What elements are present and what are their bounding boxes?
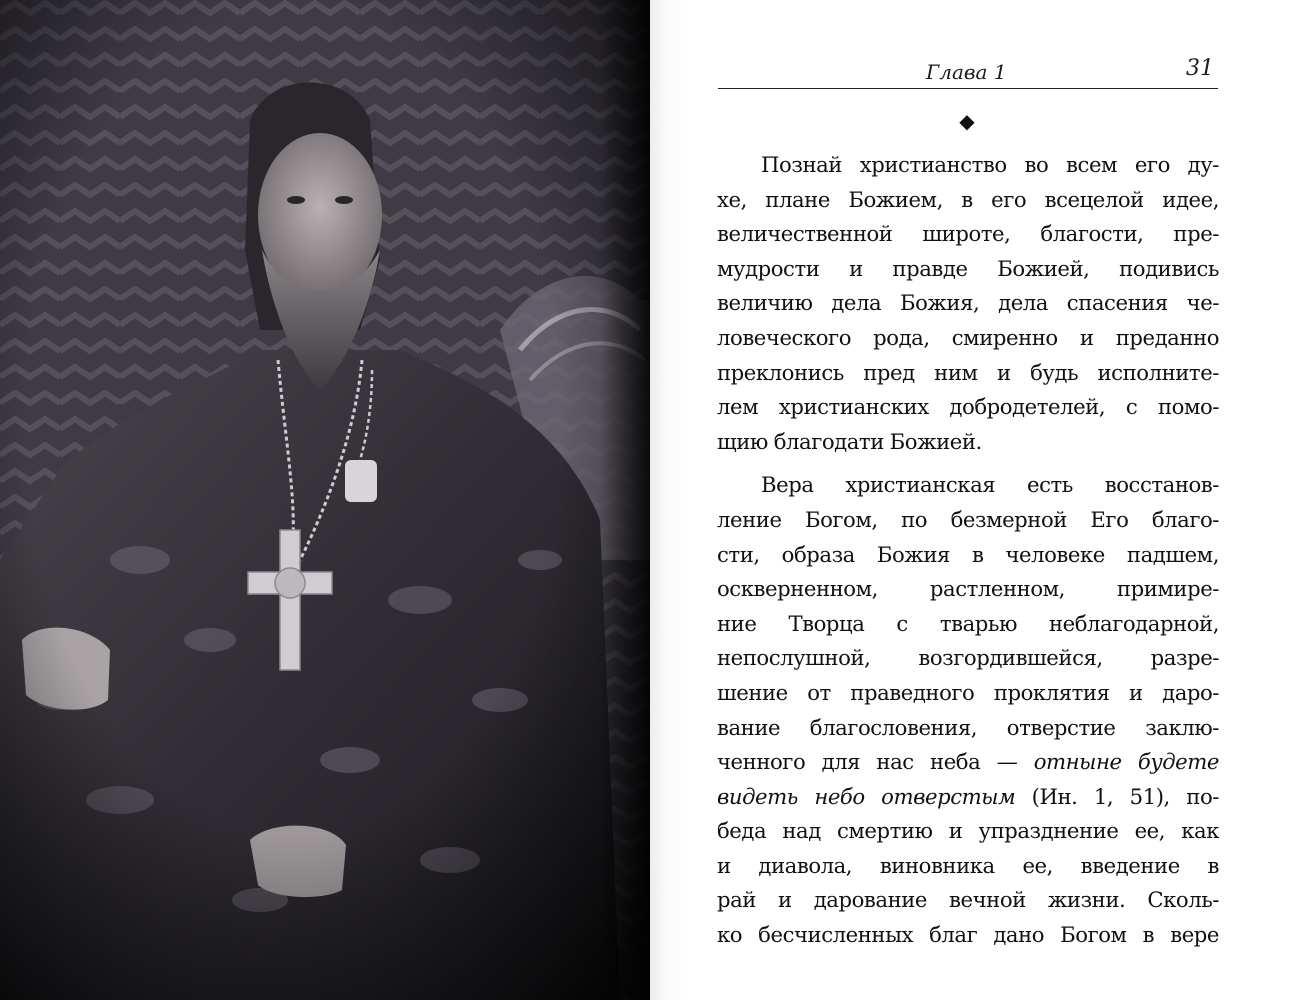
text-line: оскверненном, растленном, примире- <box>717 576 1219 602</box>
chapter-label: Глава 1 <box>926 60 1007 84</box>
text-line: щию благодати Божией. <box>717 428 982 454</box>
right-page <box>650 0 1294 1000</box>
text-line <box>717 745 1219 780</box>
text-line: преклонись пред ним и будь исполните- <box>717 359 1219 385</box>
running-head <box>718 56 1216 86</box>
text-line: мудрости и правде Божией, подивись <box>717 255 1219 281</box>
text-line: ние Творца с тварью неблагодарной, <box>717 610 1219 636</box>
text-line: беда над смертию и упразднение ее, как <box>717 818 1219 844</box>
text-line: ление Богом, по безмерной Его благо- <box>717 506 1219 532</box>
text-line: сти, образа Божия в человеке падшем, <box>717 541 1219 567</box>
page-number: 31 <box>1186 56 1214 81</box>
diamond-ornament-icon: ◆ <box>959 109 975 133</box>
quote-prefix: ченного для нас неба — <box>717 749 1034 775</box>
header-rule <box>718 88 1218 89</box>
scripture-quote: отныне будете <box>1033 749 1219 775</box>
text-line: ловеческого рода, смиренно и преданно <box>717 324 1219 350</box>
text-line <box>717 780 1219 815</box>
text-line: ко бесчисленных благ дано Богом в вере <box>717 922 1219 948</box>
body-text <box>717 148 1219 953</box>
text-line: Вера христианская есть восстанов- <box>761 472 1219 498</box>
text-line: хе, плане Божием, в его всецелой идее, <box>717 186 1219 212</box>
text-line: величественной широте, благости, пре- <box>717 221 1219 247</box>
text-line: рай и дарование вечной жизни. Сколь- <box>717 887 1219 913</box>
text-line: непослушной, возгордившейся, разре- <box>717 645 1219 671</box>
scripture-reference: (Ин. 1, 51), по- <box>1015 783 1219 809</box>
scripture-quote: видеть небо отверстым <box>717 783 1016 809</box>
gutter-shadow <box>600 0 650 1000</box>
text-line: и диавола, виновника ее, введение в <box>717 852 1219 878</box>
text-line: Познай христианство во всем его ду- <box>761 152 1219 177</box>
text-line: лем христианских добродетелей, с помо- <box>717 394 1219 420</box>
text-line: вание благословения, отверстие заклю- <box>717 714 1219 740</box>
text-line: величию дела Божия, дела спасения че- <box>717 290 1219 316</box>
text-line: шение от праведного проклятия и даро- <box>717 679 1219 705</box>
